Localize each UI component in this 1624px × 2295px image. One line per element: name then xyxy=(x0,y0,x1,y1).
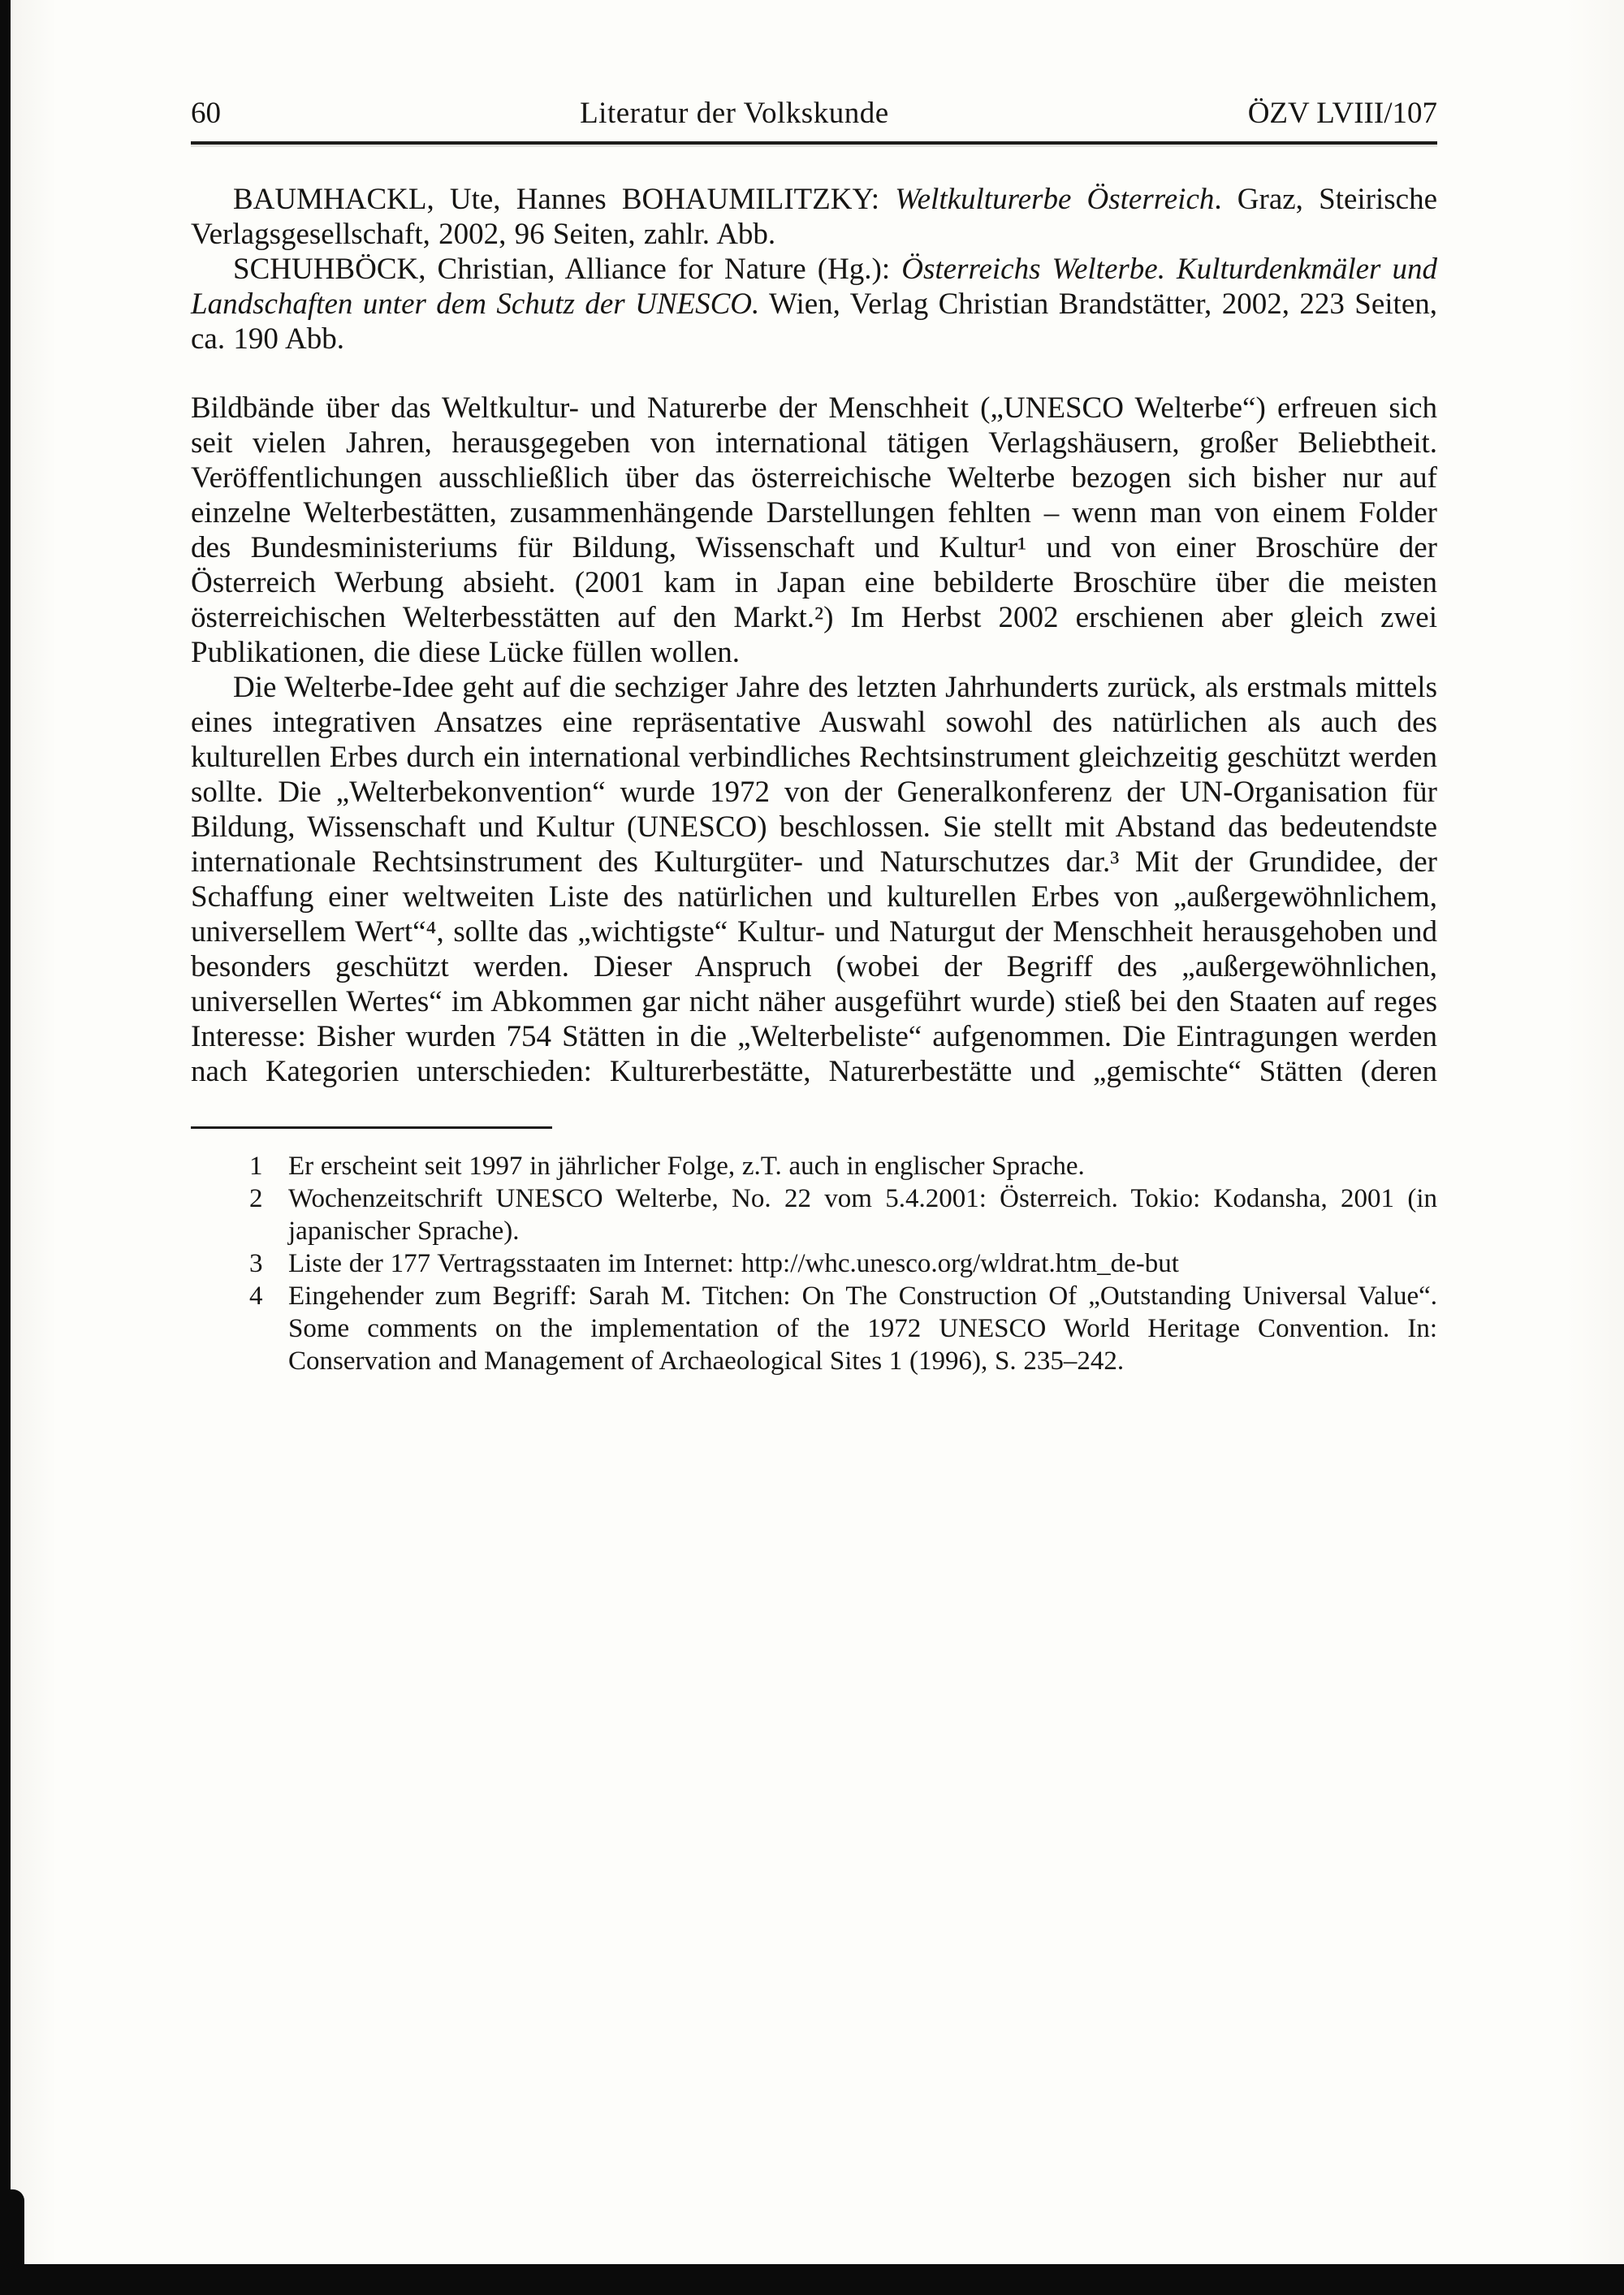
page-number: 60 xyxy=(191,97,221,130)
footnote-number: 3 xyxy=(249,1249,263,1278)
footnote-4 xyxy=(249,1280,1437,1377)
footnote-text: Liste der 177 Vertragsstaaten im Internet: http://whc.unesco.org/wldrat.htm_de-but xyxy=(288,1249,1179,1278)
footnote-number: 1 xyxy=(249,1152,263,1181)
references-section xyxy=(191,182,1437,357)
review-body xyxy=(191,391,1437,1089)
footnote-text: Er erscheint seit 1997 in jährlicher Folge, z.T. auch in englischer Sprache. xyxy=(288,1152,1085,1181)
header-rule xyxy=(191,141,1437,145)
footnote-3 xyxy=(249,1247,1437,1280)
body-paragraph-1: Bildbände über das Weltkultur- und Naturerbe der Menschheit („UNESCO Welterbe“) erfreuen sich seit vielen Jahren, herausgegeben von international tätigen Verlagshäusern, großer Beliebtheit. Veröffentlichungen ausschließlich über das österreichische Welterbe bezogen sich bisher nur auf einzelne Welterbestätten, zusammenhängende Darstellungen fehlten – wenn man von einem Folder des Bundesministeriums für Bildung, Wissenschaft und Kultur¹ und von einer Broschüre der Österreich Werbung absieht. (2001 kam in Japan eine bebilderte Broschüre über die meisten österreichischen Welterbesstätten auf den Markt.²) Im Herbst 2002 erschienen aber gleich zwei Publikationen, die diese Lücke füllen wollen. xyxy=(191,391,1437,669)
reference-title: Weltkulturerbe Österreich xyxy=(895,183,1215,216)
footnote-number: 4 xyxy=(249,1281,263,1311)
footnote-rule xyxy=(191,1126,552,1129)
reference-title: Österreichs Welterbe. Kulturdenkmäler und Landschaften unter dem Schutz der UNESCO. xyxy=(191,253,1437,321)
footnote-text: Eingehender zum Begriff: Sarah M. Titchen: On The Construction Of „Outstanding Universal Value“. Some comments on the implementation of the 1972 UNESCO World Heritage Convention. In: Conservation and Management of Archaeological Sites 1 (1996), S. 235–242. xyxy=(288,1281,1437,1376)
reference-authors: SCHUHBÖCK, Christian, Alliance for Nature (Hg.): xyxy=(233,253,902,286)
book-reference-1 xyxy=(191,182,1437,252)
reference-authors: BAUMHACKL, Ute, Hannes BOHAUMILITZKY: xyxy=(233,183,896,216)
footnote-number: 2 xyxy=(249,1184,263,1213)
reference-details: . Graz, Steirische Verlagsgesellschaft, 2002, 96 Seiten, zahlr. Abb. xyxy=(191,183,1437,251)
footnotes-section xyxy=(249,1150,1437,1377)
scan-edge-bottom xyxy=(0,2264,1624,2295)
page-header xyxy=(191,96,1437,132)
scan-edge-left xyxy=(0,0,11,2295)
journal-reference: ÖZV LVIII/107 xyxy=(1247,97,1437,130)
footnote-2 xyxy=(249,1182,1437,1247)
reference-details: Wien, Verlag Christian Brandstätter, 2002, 223 Seiten, ca. 190 Abb. xyxy=(191,287,1438,356)
footnote-1 xyxy=(249,1150,1437,1182)
page-content xyxy=(191,96,1437,1377)
footnote-text: Wochenzeitschrift UNESCO Welterbe, No. 22 vom 5.4.2001: Österreich. Tokio: Kodansha, 2001 (in japanischer Sprache). xyxy=(288,1184,1437,1246)
running-title: Literatur der Volkskunde xyxy=(580,97,889,130)
body-paragraph-2: Die Welterbe-Idee geht auf die sechziger Jahre des letzten Jahrhunderts zurück, als erstmals mittels eines integrativen Ansatzes eine repräsentative Auswahl sowohl des natürlichen als auch des kulturellen Erbes durch ein international verbindliches Rechtsinstrument gleichzeitig geschützt werden sollte. Die „Welterbekonvention“ wurde 1972 von der Generalkonferenz der UN-Organisation für Bildung, Wissenschaft und Kultur (UNESCO) beschlossen. Sie stellt mit Abstand das bedeutendste internationale Rechtsinstrument des Kulturgüter- und Naturschutzes dar.³ Mit der Grundidee, der Schaffung einer weltweiten Liste des natürlichen und kulturellen Erbes von „außergewöhnlichem, universellem Wert“⁴, sollte das „wichtigste“ Kultur- und Naturgut der Menschheit herausgehoben und besonders geschützt werden. Dieser Anspruch (wobei der Begriff des „außergewöhnlichen, universellen Wertes“ im Abkommen gar nicht näher ausgeführt wurde) stieß bei den Staaten auf reges Interesse: Bisher wurden 754 Stätten in die „Welterbeliste“ aufgenommen. Die Eintragungen werden nach Kategorien unterschieden: Kulturerbestätte, Naturerbestätte und „gemischte“ Stätten (deren xyxy=(191,671,1437,1088)
scan-edge-corner xyxy=(0,2189,24,2295)
book-reference-2 xyxy=(191,252,1437,357)
